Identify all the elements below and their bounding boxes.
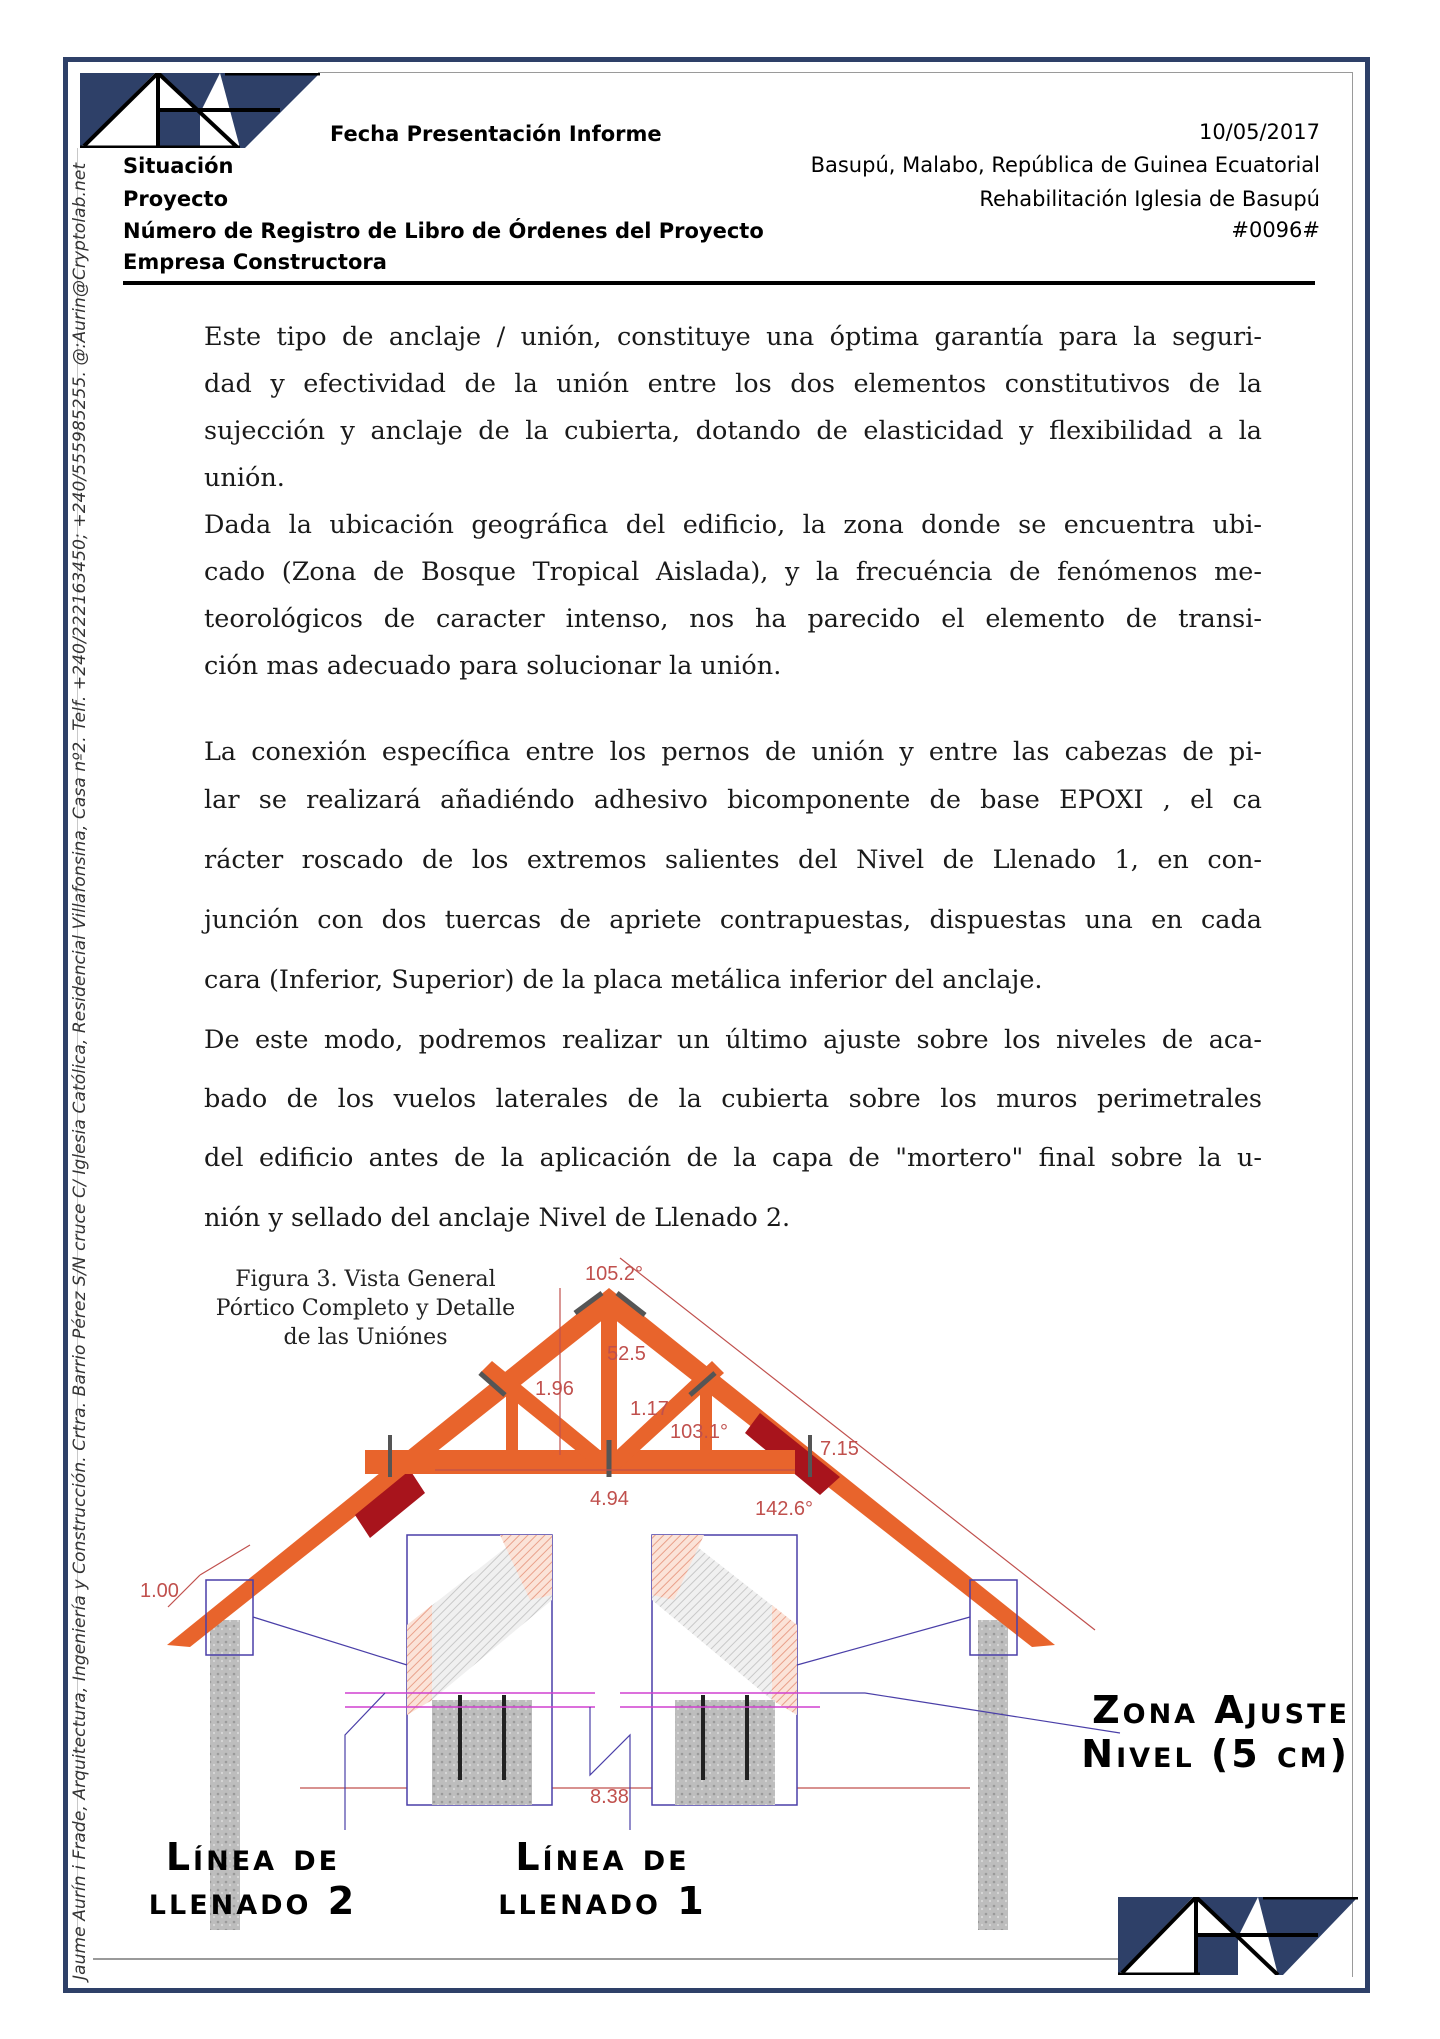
label-line: llenado 2 xyxy=(148,1879,358,1923)
report-date-value: 10/05/2017 xyxy=(1198,120,1320,144)
dim-king-angle: 52.5 xyxy=(607,1343,646,1365)
caption-line: de las Uniónes xyxy=(283,1325,448,1350)
right-detail xyxy=(652,1535,797,1805)
dim-web-angle: 103.1° xyxy=(670,1421,729,1443)
text-line: dad y efectividad de la unión entre los dos elementos constitutivos de la xyxy=(204,369,1262,399)
dim-rafter-length: 7.15 xyxy=(820,1438,859,1460)
label-line: llenado 1 xyxy=(498,1879,707,1923)
register-label: Número de Registro de Libro de Órdenes del Proyecto xyxy=(123,219,764,243)
left-detail xyxy=(407,1535,552,1805)
left-strut xyxy=(506,1373,518,1453)
adjust-zone-label xyxy=(1015,1688,1350,1776)
frame-inner-line xyxy=(318,72,1352,73)
text-line: Este tipo de anclaje / unión, constituye una óptima garantía para la seguri- xyxy=(204,322,1262,352)
king-post xyxy=(601,1310,617,1455)
text-line: bado de los vuelos laterales de la cubierta sobre los muros perimetrales xyxy=(204,1084,1262,1114)
dim-height: 1.96 xyxy=(535,1378,574,1400)
header-divider xyxy=(123,281,1315,285)
project-label: Proyecto xyxy=(123,187,229,211)
label-line: Zona Ajuste xyxy=(1092,1688,1350,1732)
text-line: cado (Zona de Bosque Tropical Aislada), y la frecuéncia de fenómenos me- xyxy=(204,557,1262,587)
sidebar-contact-text: Jaume Aurín i Frade, Arquitectura, Ingeniería y Construcción. Crtra. Barrio Pérez S/N cruce C/ Iglesia Católica, Residencial Villafonsina, Casa nº2. Telf. +240/222163450; +240/555985255. @:Aurin@Cryptolab.net xyxy=(70,162,90,1980)
report-date-label: Fecha Presentación Informe xyxy=(330,122,662,146)
text-line: unión. xyxy=(204,463,285,493)
dim-span: 8.38 xyxy=(590,1786,629,1808)
register-value: #0096# xyxy=(1231,218,1320,242)
text-line: nión y sellado del anclaje Nivel de Llenado 2. xyxy=(204,1203,791,1233)
dim-tie-length: 4.94 xyxy=(590,1488,629,1510)
text-line: rácter roscado de los extremos salientes del Nivel de Llenado 1, en con- xyxy=(204,845,1262,875)
dim-eave-angle: 142.6° xyxy=(755,1498,814,1520)
right-column xyxy=(978,1620,1008,1930)
company-logo xyxy=(80,73,320,148)
text-line: cara (Inferior, Superior) de la placa metálica inferior del anclaje. xyxy=(204,965,1043,995)
text-line: sujección y anclaje de la cubierta, dotando de elasticidad y flexibilidad a la xyxy=(204,416,1262,446)
text-line: Dada la ubicación geográfica del edificio, la zona donde se encuentra ubi- xyxy=(204,510,1262,540)
fill-line-2-label xyxy=(118,1835,388,1923)
caption-line: Figura 3. Vista General xyxy=(235,1267,496,1292)
fill-line-1-label xyxy=(475,1835,730,1923)
dim-apex-angle: 105.2° xyxy=(585,1263,644,1285)
label-line: Línea de xyxy=(515,1835,690,1879)
text-line: junción con dos tuercas de apriete contrapuestas, dispuestas una en cada xyxy=(204,905,1262,935)
situation-label: Situación xyxy=(123,154,234,178)
frame-inner-line xyxy=(93,1958,1123,1960)
company-label: Empresa Constructora xyxy=(123,250,387,274)
project-value: Rehabilitación Iglesia de Basupú xyxy=(979,187,1320,211)
caption-line: Pórtico Completo y Detalle xyxy=(215,1296,516,1321)
text-line: ción mas adecuado para solucionar la unión. xyxy=(204,651,782,681)
text-line: De este modo, podremos realizar un último ajuste sobre los niveles de aca- xyxy=(204,1025,1262,1055)
text-line: La conexión específica entre los pernos de unión y entre las cabezas de pi- xyxy=(204,737,1262,767)
text-line: lar se realizará añadiéndo adhesivo bicomponente de base EPOXI , el ca xyxy=(204,785,1262,815)
text-line: teorológicos de caracter intenso, nos ha parecido el elemento de transi- xyxy=(204,604,1262,634)
text-line: del edificio antes de la aplicación de la capa de "mortero" final sobre la u- xyxy=(204,1143,1262,1173)
label-line: Nivel (5 cm) xyxy=(1081,1732,1350,1776)
situation-value: Basupú, Malabo, República de Guinea Ecuatorial xyxy=(810,153,1320,177)
dim-web: 1.17 xyxy=(630,1398,669,1420)
dim-overhang: 1.00 xyxy=(140,1580,179,1602)
label-line: Línea de xyxy=(165,1835,341,1879)
